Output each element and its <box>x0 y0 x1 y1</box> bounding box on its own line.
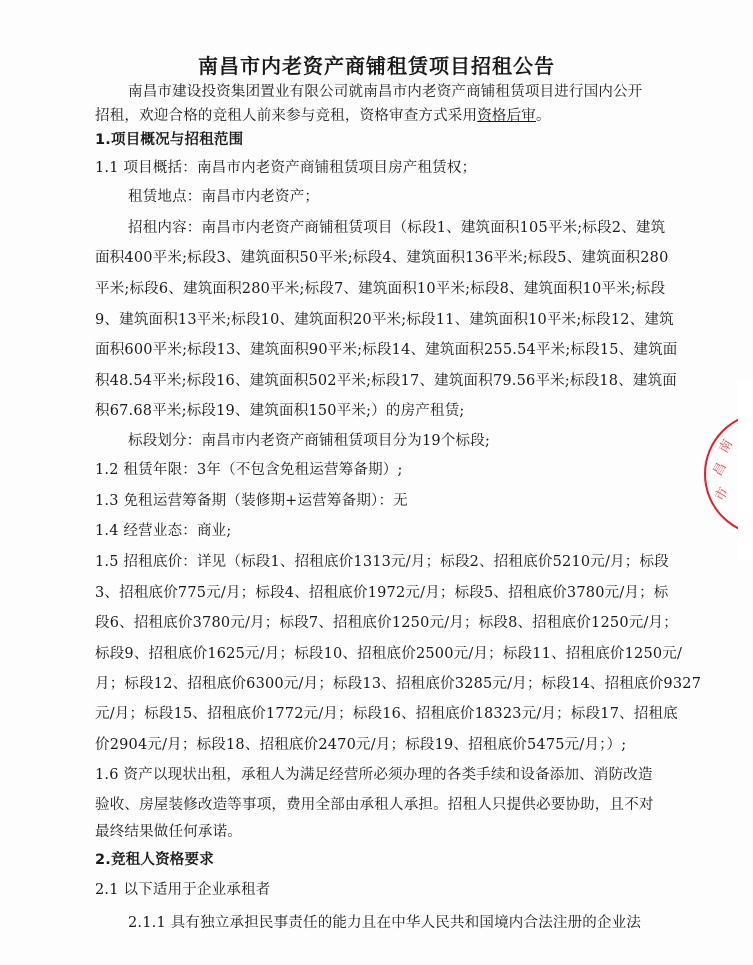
paragraph-line: 9、建筑面积13平米;标段10、建筑面积20平米;标段11、建筑面积10平米;标段12、建筑 <box>95 312 674 328</box>
paragraph-line: 面积600平米;标段13、建筑面积90平米;标段14、建筑面积255.54平米;标段15、建筑面 <box>95 342 678 358</box>
paragraph-line: 招租内容：南昌市内老资产商铺租赁项目（标段1、建筑面积105平米;标段2、建筑 <box>128 220 666 236</box>
page-title: 南昌市内老资产商铺租赁项目招租公告 <box>198 54 555 78</box>
red-seal-stamp: 南 昌 市 <box>704 412 753 536</box>
intro-line: 南昌市建设投资集团置业有限公司就南昌市内老资产商铺租赁项目进行国内公开 <box>128 84 643 100</box>
paragraph-line: 积67.68平米;标段19、建筑面积150平米;）的房产租赁; <box>95 403 465 419</box>
paragraph-line: 3、招租底价775元/月；标段4、招租底价1972元/月；标段5、招租底价3780元/月；标 <box>95 585 669 601</box>
section-heading-2: 2.竞租人资格要求 <box>95 852 214 868</box>
paragraph-line: 1.1 项目概括：南昌市内老资产商铺租赁项目房产租赁权； <box>95 160 477 176</box>
paragraph-line: 标段划分：南昌市内老资产商铺租赁项目分为19个标段; <box>128 433 491 449</box>
paragraph-line: 元/月；标段15、招租底价1772元/月；标段16、招租底价18323元/月；标段17、招租底 <box>95 706 678 722</box>
paragraph-line: 标段9、招租底价1625元/月；标段10、招租底价2500元/月；标段11、招租底价1250元/ <box>95 646 683 662</box>
paragraph-line: 月；标段12、招租底价6300元/月；标段13、招租底价3285元/月；标段14、招租底价9327 <box>95 676 702 692</box>
paragraph-line: 积48.54平米;标段16、建筑面积502平米;标段17、建筑面积79.56平米;标段18、建筑面 <box>95 373 678 389</box>
paragraph-line: 1.4 经营业态：商业; <box>95 523 232 539</box>
paragraph-line: 1.5 招租底价：详见（标段1、招租底价1313元/月；标段2、招租底价5210元/月；标段 <box>95 554 669 570</box>
punctuation: 。 <box>536 108 551 124</box>
paragraph-line: 价2904元/月；标段18、招租底价2470元/月；标段19、招租底价5475元/月；）; <box>95 737 627 753</box>
paragraph-line: 段6、招租底价3780元/月；标段7、招租底价1250元/月；标段8、招租底价1250元/月； <box>95 615 678 631</box>
qualification-method: 资格后审 <box>477 108 537 124</box>
paragraph-line: 2.1.1 具有独立承担民事责任的能力且在中华人民共和国境内合法注册的企业法 <box>128 915 642 931</box>
page-edge <box>738 380 753 560</box>
paragraph-line: 验收、房屋装修改造等事项，费用全部由承租人承担。招租人只提供必要协助，且不对 <box>95 797 654 813</box>
paragraph-line: 最终结果做任何承诺。 <box>95 824 242 840</box>
paragraph-line: 1.2 租赁年限：3年（不包含免租运营筹备期）; <box>95 462 403 478</box>
paragraph-line: 面积400平米;标段3、建筑面积50平米;标段4、建筑面积136平米;标段5、建筑面积280 <box>95 250 669 266</box>
paragraph-line: 租赁地点：南昌市内老资产； <box>128 189 320 205</box>
intro-line <box>95 106 551 126</box>
paragraph-line: 1.6 资产以现状出租，承租人为满足经营所必须办理的各类手续和设备添加、消防改造 <box>95 767 653 783</box>
paragraph-line: 2.1 以下适用于企业承租者 <box>95 882 271 898</box>
section-heading-1: 1.项目概况与招租范围 <box>95 132 244 148</box>
paragraph-line: 平米;标段6、建筑面积280平米;标段7、建筑面积10平米;标段8、建筑面积10平米;标段 <box>95 281 666 297</box>
paragraph-line: 1.3 免租运营筹备期（装修期+运营筹备期）：无 <box>95 493 408 509</box>
intro-text: 招租，欢迎合格的竞租人前来参与竞租，资格审查方式采用 <box>95 108 478 124</box>
